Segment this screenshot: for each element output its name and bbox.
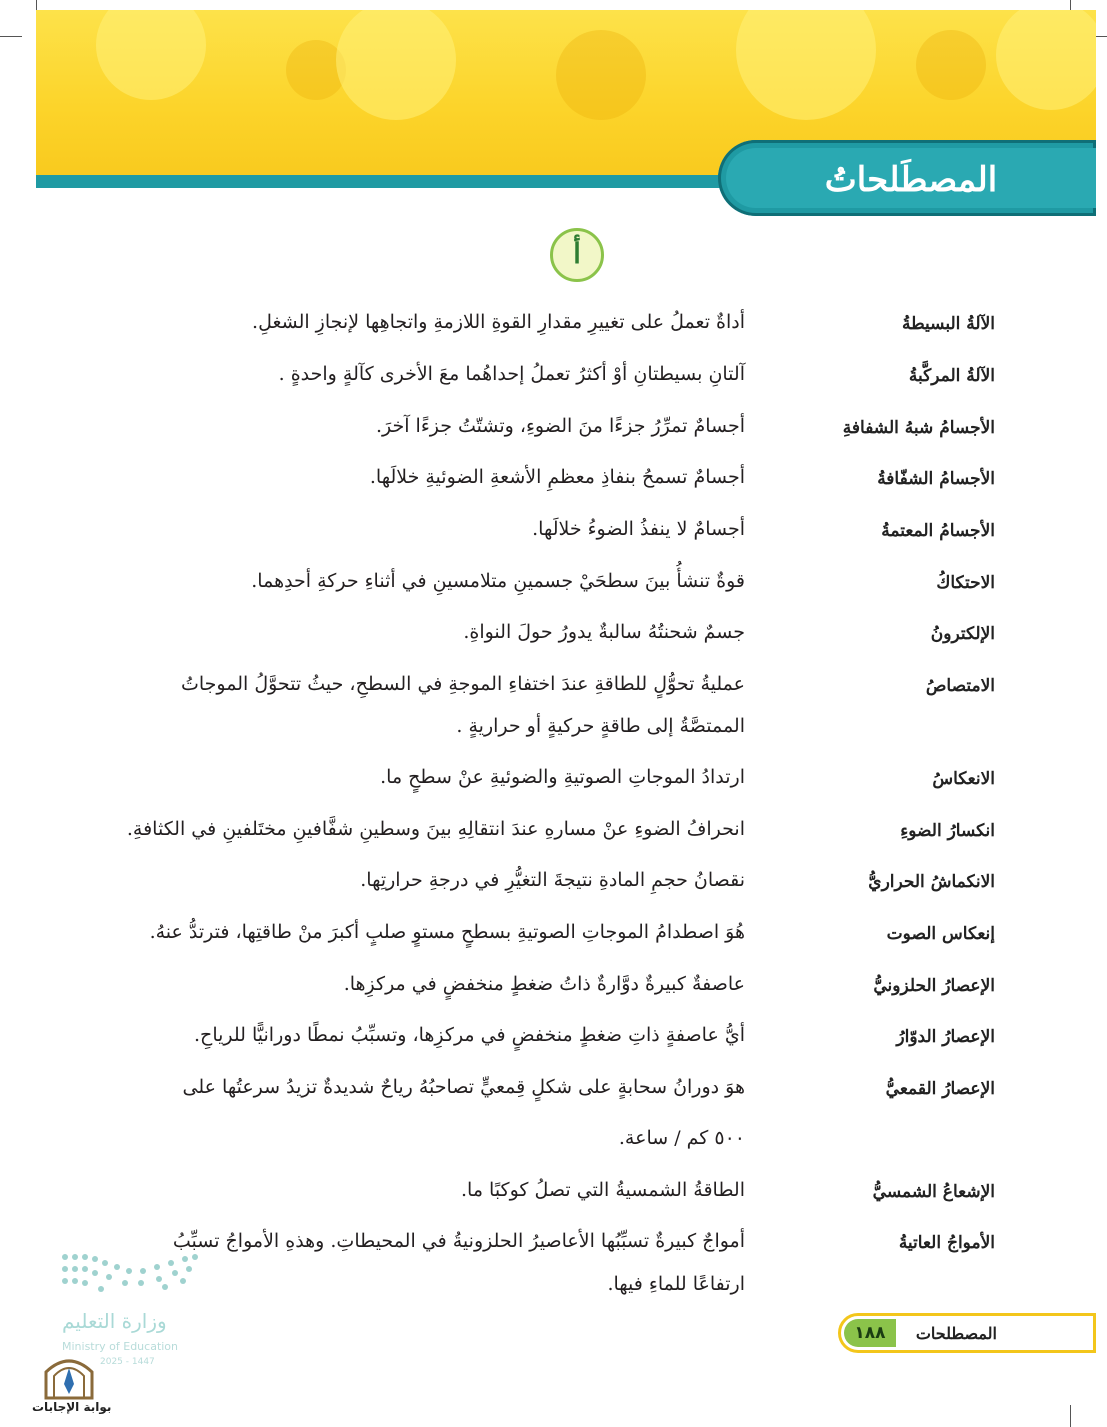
glossary-term: الأجسامُ الشفّافةُ bbox=[877, 469, 995, 489]
portal-logo-icon bbox=[40, 1350, 98, 1400]
glossary-term: الآلةُ المركَّبةُ bbox=[908, 366, 995, 386]
footer-label: المصطلحات bbox=[915, 1324, 997, 1343]
glossary-definition: نقصانُ حجمِ المادةِ نتيجةَ التغيُّرِ في درجةِ حرارتِها. bbox=[360, 869, 745, 891]
glossary-term: الامتصاصُ bbox=[925, 676, 995, 696]
glossary-definition: أيُّ عاصفةٍ ذاتِ ضغطٍ منخفضٍ في مركزِها، وتسبِّبُ نمطًا دورانيًّا للرياحِ. bbox=[194, 1024, 745, 1046]
glossary-definition: ارتدادُ الموجاتِ الصوتيةِ والضوئيةِ عنْ سطحٍ ما. bbox=[380, 766, 745, 788]
glossary-definition: أداةٌ تعملُ على تغييرِ مقدارِ القوةِ اللازمةِ واتجاهِها لإنجازِ الشغلِ. bbox=[252, 311, 745, 333]
glossary-term: الإعصارُ الحلزونيُّ bbox=[873, 976, 995, 996]
glossary-term: الإشعاعُ الشمسيُّ bbox=[872, 1182, 995, 1202]
glossary-term: الأجسامُ شبهُ الشفافةِ bbox=[842, 418, 995, 438]
glossary-definition: عاصفةٌ كبيرةٌ دوَّارةٌ ذاتُ ضغطٍ منخفضٍ في مركزِها. bbox=[343, 973, 745, 995]
glossary-definition: أجسامٌ لا ينفذُ الضوءُ خلالَها. bbox=[532, 518, 745, 540]
glossary-term: الإلكترونُ bbox=[930, 624, 995, 644]
glossary-definition: أجسامٌ تمرِّرُ جزءًا منَ الضوءِ، وتشتّتُ جزءًا آخرَ. bbox=[375, 415, 745, 437]
glossary-definition: هوَ دورانُ سحابةٍ على شكلٍ قِمعيٍّ تصاحبُهُ رياحٌ شديدةٌ تزيدُ سرعتُها على bbox=[182, 1076, 745, 1098]
glossary-term: الأمواجُ العاتيةُ bbox=[898, 1233, 995, 1253]
ministry-name-english: Ministry of Education bbox=[62, 1340, 179, 1353]
glossary-definition: آلتانِ بسيطتانِ أوْ أكثرُ تعملُ إحداهُما معَ الأخرى كآلةٍ واحدةٍ . bbox=[278, 363, 745, 385]
glossary-definition: هُوَ اصطدامُ الموجاتِ الصوتيةِ بسطحٍ مستوٍ صلبٍ أكبرَ منْ طاقتِها، فترتدُّ عنهُ. bbox=[149, 921, 745, 943]
glossary-definition: انحرافُ الضوءِ عنْ مسارهِ عندَ انتقالِهِ بينَ وسطينِ شفَّافينِ مختَلفينِ في الكثافةِ. bbox=[126, 818, 745, 840]
page-footer bbox=[838, 1313, 1096, 1353]
page-number: ١٨٨ bbox=[844, 1319, 896, 1347]
ministry-logo-icon bbox=[62, 1248, 202, 1298]
glossary-term: الآلةُ البسيطةُ bbox=[901, 314, 995, 334]
glossary-definition: قوةٌ تنشأُ بينَ سطحَيْ جسمينِ متلامسينِ في أثناءِ حركةِ أحدِهما. bbox=[251, 570, 745, 592]
section-letter-badge: أ bbox=[550, 228, 604, 282]
glossary-term: الانعكاسُ bbox=[932, 769, 995, 789]
ministry-name-arabic: وزارة التعليم bbox=[62, 1309, 167, 1333]
glossary-term: الإعصارُ الدوّارُ bbox=[896, 1027, 995, 1047]
glossary-definition: جسمٌ شحنتُهُ سالبةٌ يدورُ حولَ النواةِ. bbox=[463, 621, 745, 643]
glossary-definition: ٥٠٠ كم / ساعة. bbox=[618, 1127, 745, 1149]
glossary-definition: عمليةُ تحوُّلٍ للطاقةِ عندَ اختفاءِ الموجةِ في السطحِ، حيثُ تتحوَّلُ الموجاتُ bbox=[180, 673, 745, 695]
glossary-definition: الطاقةُ الشمسيةُ التي تصلُ كوكبًا ما. bbox=[460, 1179, 745, 1201]
glossary-definition: أجسامٌ تسمحُ بنفاذِ معظمِ الأشعةِ الضوئيةِ خلالَها. bbox=[369, 466, 745, 488]
ministry-year: 2025 - 1447 bbox=[100, 1357, 155, 1367]
glossary-term: انكسارُ الضوءِ bbox=[900, 821, 995, 841]
glossary-term: إنعكاس الصوت bbox=[886, 924, 995, 944]
glossary-term: الأجسامُ المعتمةُ bbox=[881, 521, 995, 541]
glossary-definition: ارتفاعًا للماءِ فيها. bbox=[607, 1273, 745, 1295]
glossary-term: الانكماشُ الحراريُّ bbox=[868, 872, 995, 892]
glossary-definition: أمواجٌ كبيرةٌ تسبِّبُها الأعاصيرُ الحلزونيةُ في المحيطاتِ. وهذهِ الأمواجُ تسبِّبُ bbox=[172, 1230, 745, 1252]
portal-label: بوابة الإجابات bbox=[32, 1400, 112, 1414]
glossary-term: الإعصارُ القمعيُّ bbox=[885, 1079, 995, 1099]
section-title: المصطَلحاتُ bbox=[824, 160, 998, 200]
glossary-definition: الممتصَّةُ إلى طاقةٍ حركيةٍ أو حراريةٍ . bbox=[456, 715, 745, 737]
glossary-term: الاحتكاكُ bbox=[936, 573, 995, 593]
